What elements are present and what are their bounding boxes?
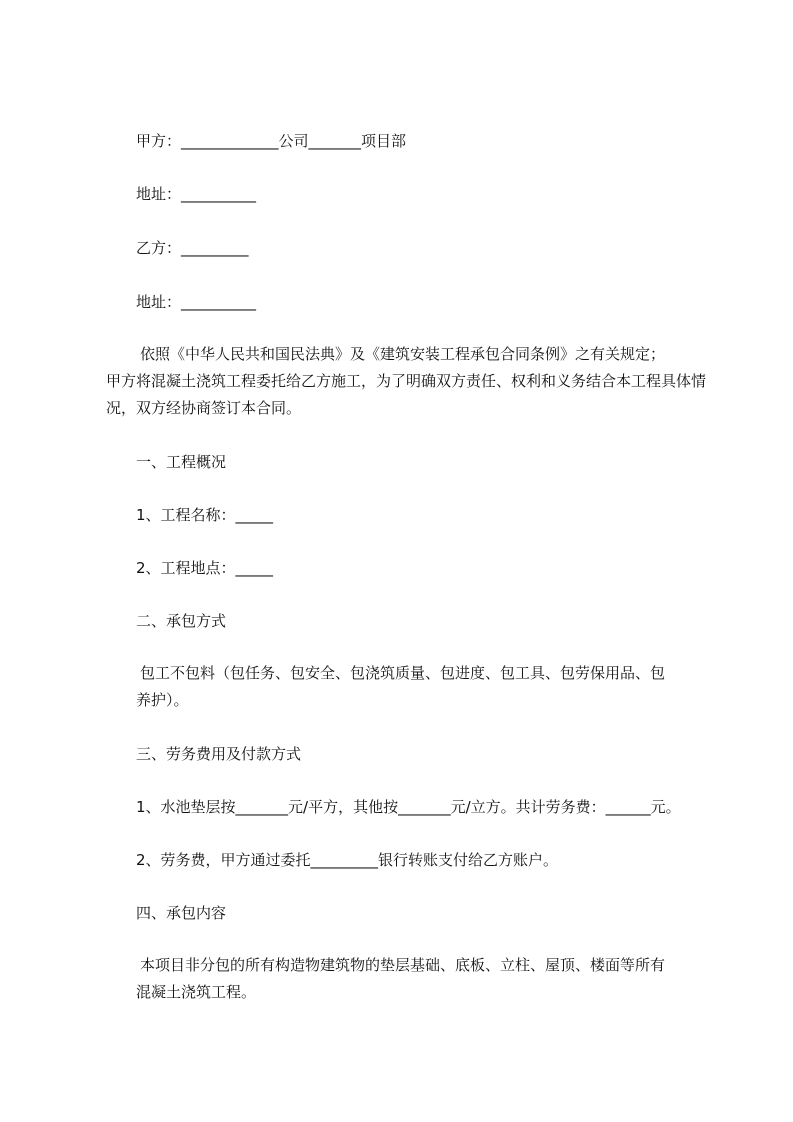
preamble-first-line: 依照《中华人民共和国民法典》及《建筑安装工程承包合同条例》之有关规定； [140, 345, 666, 363]
section-4-continuation: 混凝土浇筑工程。 [136, 983, 257, 1001]
party-b-address-line: 地址：__________ [136, 293, 257, 311]
party-b-line: 乙方：_________ [136, 239, 249, 257]
section-1-heading: 一、工程概况 [136, 453, 227, 471]
party-a-line: 甲方：_____________公司_______项目部 [136, 132, 407, 150]
section-2-heading: 二、承包方式 [136, 612, 227, 630]
section-2-paragraph [136, 660, 711, 714]
section-4-paragraph [136, 952, 711, 1006]
preamble-paragraph [106, 341, 711, 422]
section-3-item-payment: 2、劳务费，甲方通过委托_________银行转账支付给乙方账户。 [136, 851, 559, 869]
section-1-item-project-location: 2、工程地点：_____ [136, 559, 274, 577]
party-a-address-line: 地址：__________ [136, 185, 257, 203]
section-2-continuation: 养护）。 [136, 691, 189, 709]
preamble-continuation: 甲方将混凝土浇筑工程委托给乙方施工，为了明确双方责任、权利和义务结合本工程具体情况，双方经协商签订本合同。 [106, 372, 707, 417]
section-4-heading: 四、承包内容 [136, 904, 227, 922]
section-2-first-line: 包工不包料（包任务、包安全、包浇筑质量、包进度、包工具、包劳保用品、包 [140, 664, 666, 682]
section-3-heading: 三、劳务费用及付款方式 [136, 745, 302, 763]
section-1-item-project-name: 1、工程名称：_____ [136, 506, 274, 524]
section-3-item-fee-rates: 1、水池垫层按_______元/平方，其他按_______元/立方。共计劳务费：______元。 [136, 798, 681, 816]
section-4-first-line: 本项目非分包的所有构造物建筑物的垫层基础、底板、立柱、屋顶、楼面等所有 [140, 956, 666, 974]
